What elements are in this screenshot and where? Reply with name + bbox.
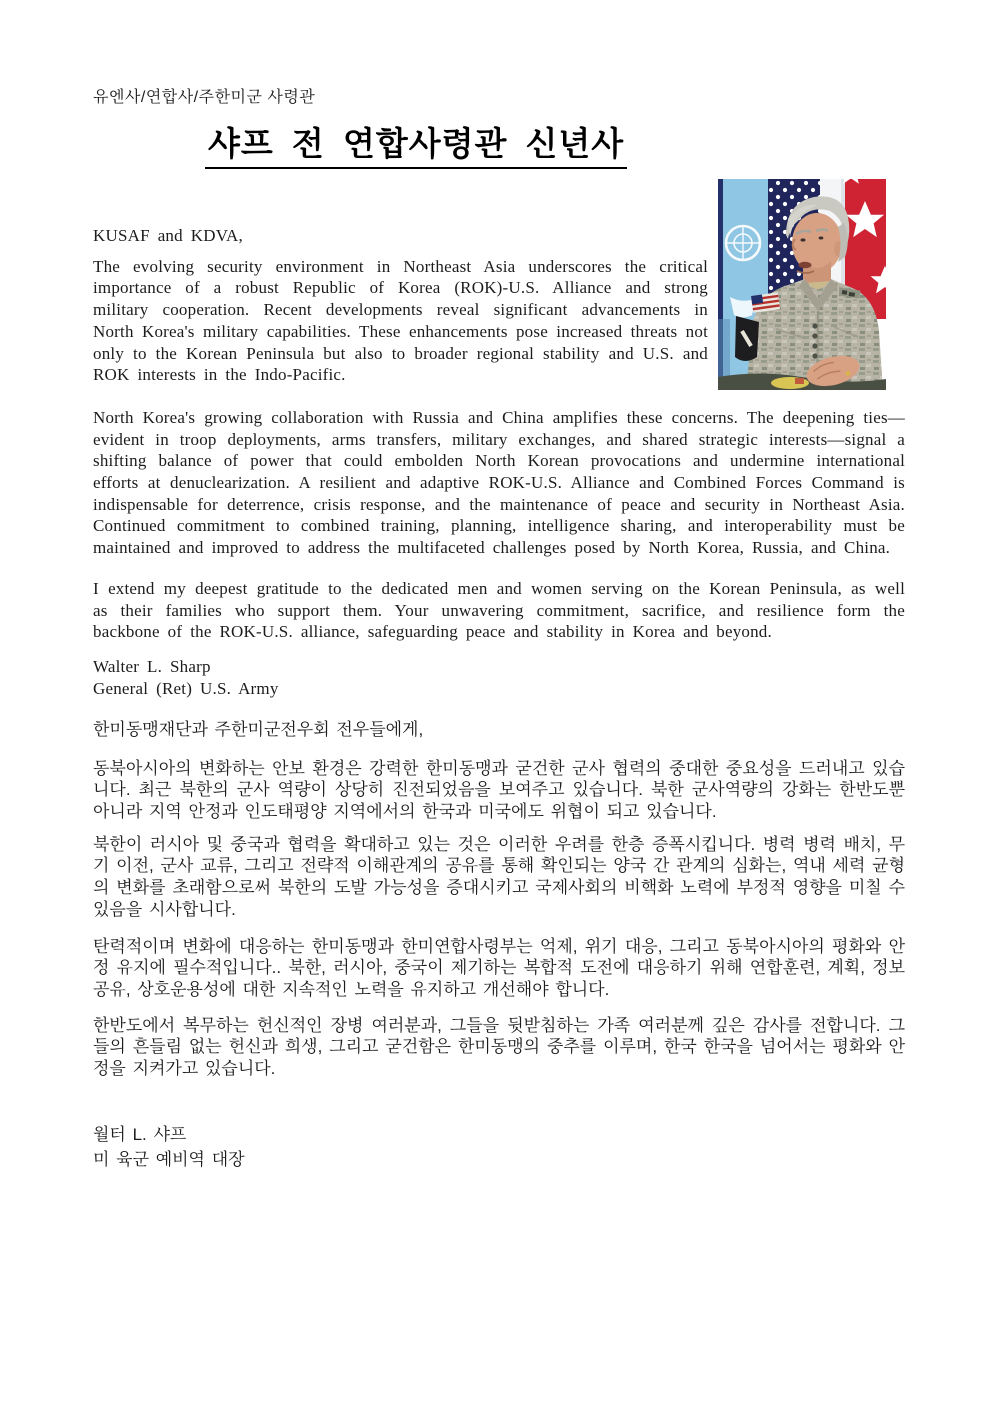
- commander-photo: [718, 179, 886, 390]
- page-title: 샤프 전 연합사령관 신년사: [205, 124, 627, 169]
- ko-salutation: 한미동맹재단과 주한미군전우회 전우들에게,: [93, 719, 424, 739]
- ko-paragraph-2: 북한이 러시아 및 중국과 협력을 확대하고 있는 것은 이러한 우려를 한층 증폭시킵니다. 병력 병력 배치, 무기 이전, 군사 교류, 그리고 전략적 이해관계의 공유를 통해 확인되는 양국 간 관계의 심화는, 역내 세력 균형의 변화를 초래함으로써 북한의 도발 가능성을 증대시키고 국제사회의 비핵화 노력에 부정적 영향을 미칠 수 있음을 시사합니다.: [93, 834, 905, 919]
- document-header: 유엔사/연합사/주한미군 사령관: [93, 89, 316, 106]
- ko-signature-title: 미 육군 예비역 대장: [93, 1149, 245, 1169]
- en-paragraph-2: North Korea's growing collaboration with Russia and China amplifies these concerns. The deepening ties—evident in troop deployments, arms transfers, military exchanges, and shared strategic interests—signal a shifting balance of power that could embolden North Korean provocations and undermine international efforts at denuclearization. A resilient and adaptive ROK-U.S. Alliance and Combined Forces Command is indispensable for deterrence, crisis response, and the maintenance of peace and security in Northeast Asia. Continued commitment to combined training, planning, intelligence sharing, and interoperability must be maintained and improved to address the multifaceted challenges posed by North Korea, Russia, and China.: [93, 407, 905, 558]
- ko-signature-name: 월터 L. 샤프: [93, 1124, 187, 1144]
- title-row: [205, 124, 905, 169]
- en-signature-title: General (Ret) U.S. Army: [93, 678, 279, 698]
- en-paragraph-3: I extend my deepest gratitude to the dedicated men and women serving on the Korean Peninsula, as well as their families who support them. Your unwavering commitment, sacrifice, and resilience form the backbone of the ROK-U.S. alliance, safeguarding peace and stability in Korea and beyond.: [93, 578, 905, 642]
- en-signature: [93, 656, 905, 700]
- korean-letter: [93, 719, 905, 1172]
- en-paragraph-1: The evolving security environment in Northeast Asia underscores the critical importance of a robust Republic of Korea (ROK)-U.S. Alliance and strong military cooperation. Recent developments reveal significant advancements in North Korea's military capabilities. These enhancements pose increased threats not only to the Korean Peninsula but also to broader regional stability and U.S. and ROK interests in the Indo-Pacific.: [93, 256, 708, 385]
- ko-paragraph-1: 동북아시아의 변화하는 안보 환경은 강력한 한미동맹과 굳건한 군사 협력의 중대한 중요성을 드러내고 있습니다. 최근 북한의 군사 역량이 상당히 진전되었음을 보여주고 있습니다. 북한 군사역량의 강화는 한반도뿐 아니라 지역 안정과 인도태평양 지역에서의 한국과 미국에도 위협이 되고 있습니다.: [93, 758, 905, 822]
- en-salutation: KUSAF and KDVA,: [93, 226, 243, 245]
- ko-paragraph-4: 한반도에서 복무하는 헌신적인 장병 여러분과, 그들을 뒷받침하는 가족 여러분께 깊은 감사를 전합니다. 그들의 흔들림 없는 헌신과 희생, 그리고 굳건함은 한미동맹의 중추를 이루며, 한국 한국을 넘어서는 평화와 안정을 지켜가고 있습니다.: [93, 1015, 905, 1079]
- ko-signature: [93, 1122, 905, 1172]
- en-signature-name: Walter L. Sharp: [93, 656, 211, 676]
- ko-paragraph-3: 탄력적이며 변화에 대응하는 한미동맹과 한미연합사령부는 억제, 위기 대응, 그리고 동북아시아의 평화와 안정 유지에 필수적입니다.. 북한, 러시아, 중국이 제기하는 복합적 도전에 대응하기 위해 연합훈련, 계획, 정보공유, 상호운용성에 대한 지속적인 노력을 유지하고 개선해야 합니다.: [93, 936, 905, 999]
